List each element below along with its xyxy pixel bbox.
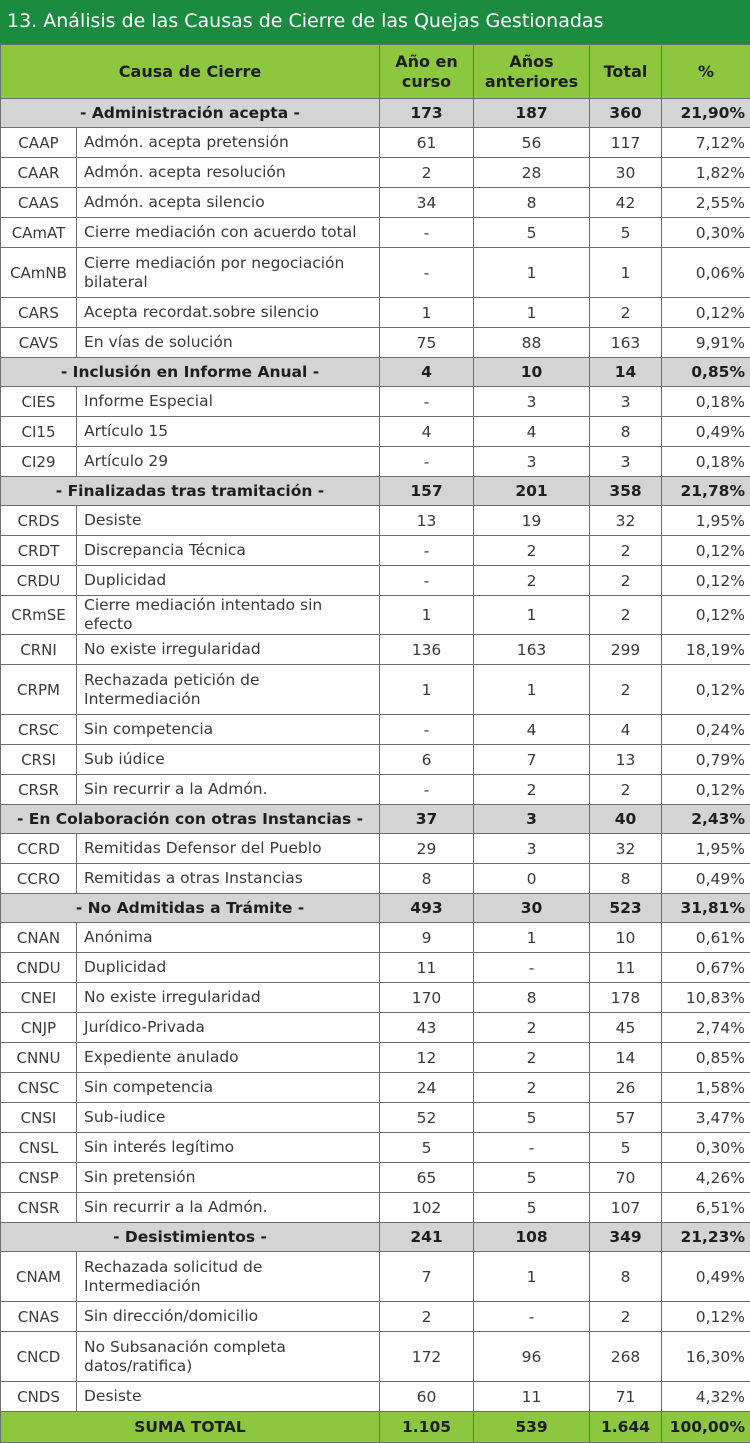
header-pct: % (662, 45, 750, 99)
value-ano-en-curso: 34 (380, 188, 474, 218)
cause-code: CRDS (1, 506, 77, 536)
value-ano-en-curso: 493 (380, 894, 474, 923)
value-total: 268 (590, 1332, 662, 1382)
value-ano-en-curso: 4 (380, 417, 474, 447)
value-anos-anteriores: 1 (474, 665, 590, 715)
cause-code: CNSL (1, 1133, 77, 1163)
cause-description: Discrepancia Técnica (77, 536, 380, 566)
value-anos-anteriores: 1 (474, 248, 590, 298)
value-total: 299 (590, 635, 662, 665)
table-row (1, 864, 750, 894)
cause-code: CRNI (1, 635, 77, 665)
table-row (1, 1133, 750, 1163)
value-ano-en-curso: 6 (380, 745, 474, 775)
cause-description: Admón. acepta resolución (77, 158, 380, 188)
section-label: - En Colaboración con otras Instancias - (1, 805, 380, 834)
total-label: SUMA TOTAL (1, 1412, 380, 1443)
value-anos-anteriores: - (474, 1302, 590, 1332)
value-total: 360 (590, 99, 662, 128)
value-pct: 0,18% (662, 387, 750, 417)
header-anos-anteriores: Años anteriores (474, 45, 590, 99)
table-row (1, 1043, 750, 1073)
value-pct: 0,12% (662, 665, 750, 715)
value-pct: 4,32% (662, 1382, 750, 1412)
cause-description: Jurídico-Privada (77, 1013, 380, 1043)
value-anos-anteriores: - (474, 953, 590, 983)
value-ano-en-curso: 4 (380, 358, 474, 387)
value-ano-en-curso: 12 (380, 1043, 474, 1073)
value-ano-en-curso: 61 (380, 128, 474, 158)
value-anos-anteriores: 2 (474, 1073, 590, 1103)
value-pct: 0,79% (662, 745, 750, 775)
value-ano-en-curso: 52 (380, 1103, 474, 1133)
value-anos-anteriores: 5 (474, 1103, 590, 1133)
cause-code: CNDS (1, 1382, 77, 1412)
table-row (1, 158, 750, 188)
value-total: 45 (590, 1013, 662, 1043)
value-total: 5 (590, 1133, 662, 1163)
header-total: Total (590, 45, 662, 99)
value-total: 2 (590, 1302, 662, 1332)
value-total: 358 (590, 477, 662, 506)
value-pct: 1,95% (662, 506, 750, 536)
value-anos-anteriores: 8 (474, 188, 590, 218)
table-row (1, 1252, 750, 1302)
cause-description: Admón. acepta silencio (77, 188, 380, 218)
value-anos-anteriores: 1 (474, 1252, 590, 1302)
value-ano-en-curso: 9 (380, 923, 474, 953)
value-ano-en-curso: 1 (380, 596, 474, 635)
cause-code: CARS (1, 298, 77, 328)
value-ano-en-curso: 1 (380, 665, 474, 715)
table-row (1, 834, 750, 864)
value-pct: 0,61% (662, 923, 750, 953)
value-total: 8 (590, 864, 662, 894)
value-ano-en-curso: 157 (380, 477, 474, 506)
value-anos-anteriores: 8 (474, 983, 590, 1013)
value-total: 14 (590, 358, 662, 387)
cause-description: Rechazada solicitud de Intermediación (77, 1252, 380, 1302)
value-pct: 16,30% (662, 1332, 750, 1382)
cause-code: CCRD (1, 834, 77, 864)
table-row (1, 745, 750, 775)
section-label: - No Admitidas a Trámite - (1, 894, 380, 923)
value-anos-anteriores: 3 (474, 834, 590, 864)
closure-causes-table-container (0, 44, 750, 1443)
table-row (1, 1193, 750, 1223)
value-ano-en-curso: 60 (380, 1382, 474, 1412)
value-pct: 0,12% (662, 775, 750, 805)
cause-code: CCRO (1, 864, 77, 894)
value-anos-anteriores: 2 (474, 536, 590, 566)
cause-code: CAmNB (1, 248, 77, 298)
value-anos-anteriores: 28 (474, 158, 590, 188)
value-pct: 3,47% (662, 1103, 750, 1133)
value-ano-en-curso: - (380, 248, 474, 298)
table-row (1, 1103, 750, 1133)
value-pct: 0,30% (662, 218, 750, 248)
table-row (1, 218, 750, 248)
value-pct: 0,49% (662, 864, 750, 894)
section-label: - Desistimientos - (1, 1223, 380, 1252)
value-anos-anteriores: 1 (474, 596, 590, 635)
value-anos-anteriores: 0 (474, 864, 590, 894)
value-total: 57 (590, 1103, 662, 1133)
cause-description: Sin pretensión (77, 1163, 380, 1193)
cause-description: Sin competencia (77, 1073, 380, 1103)
value-ano-en-curso: - (380, 775, 474, 805)
cause-code: CRPM (1, 665, 77, 715)
cause-description: Sin competencia (77, 715, 380, 745)
value-anos-anteriores: 2 (474, 1043, 590, 1073)
cause-code: CNCD (1, 1332, 77, 1382)
value-ano-en-curso: 13 (380, 506, 474, 536)
value-pct: 0,06% (662, 248, 750, 298)
table-title: 13. Análisis de las Causas de Cierre de las Quejas Gestionadas (0, 0, 750, 44)
value-ano-en-curso: 37 (380, 805, 474, 834)
value-pct: 2,43% (662, 805, 750, 834)
section-row (1, 894, 750, 923)
table-row (1, 665, 750, 715)
value-pct: 0,12% (662, 536, 750, 566)
section-row (1, 805, 750, 834)
value-pct: 0,12% (662, 1302, 750, 1332)
table-body (1, 99, 750, 1412)
cause-description: Acepta recordat.sobre silencio (77, 298, 380, 328)
table-row (1, 417, 750, 447)
cause-description: No Subsanación completa datos/ratifica) (77, 1332, 380, 1382)
section-label: - Inclusión en Informe Anual - (1, 358, 380, 387)
value-pct: 1,58% (662, 1073, 750, 1103)
value-total: 1 (590, 248, 662, 298)
value-anos-anteriores: 2 (474, 566, 590, 596)
cause-code: CIES (1, 387, 77, 417)
value-total: 71 (590, 1382, 662, 1412)
table-row (1, 188, 750, 218)
cause-code: CRDT (1, 536, 77, 566)
value-pct: 9,91% (662, 328, 750, 358)
value-total: 70 (590, 1163, 662, 1193)
table-row (1, 596, 750, 635)
section-label: - Administración acepta - (1, 99, 380, 128)
value-total: 4 (590, 715, 662, 745)
value-anos-anteriores: - (474, 1133, 590, 1163)
section-row (1, 99, 750, 128)
value-anos-anteriores: 2 (474, 1013, 590, 1043)
value-pct: 0,85% (662, 1043, 750, 1073)
value-ano-en-curso: - (380, 447, 474, 477)
value-pct: 10,83% (662, 983, 750, 1013)
cause-description: Sub-iudice (77, 1103, 380, 1133)
value-total: 349 (590, 1223, 662, 1252)
value-pct: 18,19% (662, 635, 750, 665)
cause-code: CRSI (1, 745, 77, 775)
value-total: 2 (590, 775, 662, 805)
value-ano-en-curso: 7 (380, 1252, 474, 1302)
value-total: 2 (590, 298, 662, 328)
cause-description: Sin recurrir a la Admón. (77, 1193, 380, 1223)
total-row (1, 1412, 750, 1443)
value-pct: 0,12% (662, 298, 750, 328)
total-anos-anteriores: 539 (474, 1412, 590, 1443)
cause-description: Sin recurrir a la Admón. (77, 775, 380, 805)
value-anos-anteriores: 5 (474, 1193, 590, 1223)
cause-code: CRSR (1, 775, 77, 805)
value-total: 42 (590, 188, 662, 218)
table-row (1, 775, 750, 805)
header-row (1, 45, 750, 99)
cause-description: Desiste (77, 1382, 380, 1412)
value-ano-en-curso: 65 (380, 1163, 474, 1193)
cause-description: Expediente anulado (77, 1043, 380, 1073)
table-row (1, 715, 750, 745)
value-total: 3 (590, 387, 662, 417)
value-ano-en-curso: 8 (380, 864, 474, 894)
header-ano-en-curso: Año en curso (380, 45, 474, 99)
value-total: 8 (590, 1252, 662, 1302)
value-anos-anteriores: 187 (474, 99, 590, 128)
value-ano-en-curso: 170 (380, 983, 474, 1013)
value-pct: 0,18% (662, 447, 750, 477)
cause-code: CNAM (1, 1252, 77, 1302)
cause-code: CAVS (1, 328, 77, 358)
value-anos-anteriores: 10 (474, 358, 590, 387)
value-ano-en-curso: 5 (380, 1133, 474, 1163)
cause-description: Admón. acepta pretensión (77, 128, 380, 158)
value-total: 163 (590, 328, 662, 358)
value-ano-en-curso: - (380, 566, 474, 596)
value-anos-anteriores: 4 (474, 715, 590, 745)
cause-description: Sub iúdice (77, 745, 380, 775)
cause-description: Cierre mediación por negociación bilateral (77, 248, 380, 298)
value-anos-anteriores: 19 (474, 506, 590, 536)
value-anos-anteriores: 3 (474, 387, 590, 417)
value-anos-anteriores: 3 (474, 447, 590, 477)
cause-code: CAAR (1, 158, 77, 188)
cause-description: Informe Especial (77, 387, 380, 417)
value-ano-en-curso: 11 (380, 953, 474, 983)
value-pct: 1,95% (662, 834, 750, 864)
cause-code: CNSR (1, 1193, 77, 1223)
value-ano-en-curso: 43 (380, 1013, 474, 1043)
value-total: 8 (590, 417, 662, 447)
value-total: 2 (590, 566, 662, 596)
value-pct: 0,24% (662, 715, 750, 745)
table-row (1, 1302, 750, 1332)
value-pct: 21,78% (662, 477, 750, 506)
table-row (1, 387, 750, 417)
cause-code: CI29 (1, 447, 77, 477)
value-pct: 21,90% (662, 99, 750, 128)
value-total: 10 (590, 923, 662, 953)
cause-description: Desiste (77, 506, 380, 536)
value-pct: 0,30% (662, 1133, 750, 1163)
cause-description: No existe irregularidad (77, 635, 380, 665)
value-anos-anteriores: 5 (474, 218, 590, 248)
table-row (1, 983, 750, 1013)
value-pct: 0,12% (662, 566, 750, 596)
value-anos-anteriores: 163 (474, 635, 590, 665)
value-total: 523 (590, 894, 662, 923)
value-pct: 2,74% (662, 1013, 750, 1043)
cause-code: CNSI (1, 1103, 77, 1133)
cause-code: CNNU (1, 1043, 77, 1073)
value-total: 26 (590, 1073, 662, 1103)
closure-causes-table (0, 44, 750, 1443)
value-pct: 2,55% (662, 188, 750, 218)
value-ano-en-curso: 136 (380, 635, 474, 665)
cause-code: CNEI (1, 983, 77, 1013)
value-total: 32 (590, 506, 662, 536)
value-total: 13 (590, 745, 662, 775)
cause-code: CNAS (1, 1302, 77, 1332)
cause-code: CNJP (1, 1013, 77, 1043)
value-anos-anteriores: 11 (474, 1382, 590, 1412)
value-anos-anteriores: 7 (474, 745, 590, 775)
table-row (1, 328, 750, 358)
cause-description: Cierre mediación con acuerdo total (77, 218, 380, 248)
value-pct: 1,82% (662, 158, 750, 188)
value-ano-en-curso: - (380, 387, 474, 417)
value-ano-en-curso: 241 (380, 1223, 474, 1252)
value-anos-anteriores: 1 (474, 923, 590, 953)
section-row (1, 477, 750, 506)
value-anos-anteriores: 1 (474, 298, 590, 328)
cause-code: CI15 (1, 417, 77, 447)
value-pct: 0,49% (662, 417, 750, 447)
value-pct: 6,51% (662, 1193, 750, 1223)
value-total: 14 (590, 1043, 662, 1073)
cause-description: Sin dirección/domicilio (77, 1302, 380, 1332)
value-ano-en-curso: 29 (380, 834, 474, 864)
table-row (1, 1382, 750, 1412)
value-total: 2 (590, 596, 662, 635)
cause-code: CNDU (1, 953, 77, 983)
value-ano-en-curso: 2 (380, 1302, 474, 1332)
value-pct: 0,12% (662, 596, 750, 635)
cause-description: No existe irregularidad (77, 983, 380, 1013)
value-ano-en-curso: 173 (380, 99, 474, 128)
value-pct: 0,67% (662, 953, 750, 983)
table-row (1, 566, 750, 596)
cause-description: Cierre mediación intentado sin efecto (77, 596, 380, 635)
table-row (1, 1332, 750, 1382)
value-anos-anteriores: 88 (474, 328, 590, 358)
total-ano-en-curso: 1.105 (380, 1412, 474, 1443)
table-row (1, 447, 750, 477)
total-total: 1.644 (590, 1412, 662, 1443)
value-pct: 0,85% (662, 358, 750, 387)
cause-description: Rechazada petición de Intermediación (77, 665, 380, 715)
table-row (1, 248, 750, 298)
value-ano-en-curso: 102 (380, 1193, 474, 1223)
value-pct: 7,12% (662, 128, 750, 158)
cause-description: En vías de solución (77, 328, 380, 358)
cause-code: CRmSE (1, 596, 77, 635)
table-row (1, 1073, 750, 1103)
value-anos-anteriores: 108 (474, 1223, 590, 1252)
table-row (1, 128, 750, 158)
value-anos-anteriores: 56 (474, 128, 590, 158)
value-total: 178 (590, 983, 662, 1013)
value-total: 3 (590, 447, 662, 477)
value-ano-en-curso: 172 (380, 1332, 474, 1382)
value-total: 2 (590, 665, 662, 715)
table-row (1, 953, 750, 983)
value-anos-anteriores: 201 (474, 477, 590, 506)
value-total: 32 (590, 834, 662, 864)
table-row (1, 1163, 750, 1193)
table-row (1, 923, 750, 953)
value-ano-en-curso: - (380, 715, 474, 745)
table-row (1, 1013, 750, 1043)
value-pct: 31,81% (662, 894, 750, 923)
section-row (1, 358, 750, 387)
cause-code: CNSP (1, 1163, 77, 1193)
value-pct: 21,23% (662, 1223, 750, 1252)
cause-description: Remitidas a otras Instancias (77, 864, 380, 894)
value-ano-en-curso: - (380, 218, 474, 248)
value-total: 30 (590, 158, 662, 188)
cause-description: Duplicidad (77, 566, 380, 596)
cause-code: CRSC (1, 715, 77, 745)
section-row (1, 1223, 750, 1252)
value-total: 107 (590, 1193, 662, 1223)
value-total: 2 (590, 536, 662, 566)
value-anos-anteriores: 4 (474, 417, 590, 447)
cause-code: CAAP (1, 128, 77, 158)
cause-code: CAAS (1, 188, 77, 218)
value-anos-anteriores: 2 (474, 775, 590, 805)
cause-description: Remitidas Defensor del Pueblo (77, 834, 380, 864)
value-anos-anteriores: 96 (474, 1332, 590, 1382)
value-total: 11 (590, 953, 662, 983)
value-anos-anteriores: 30 (474, 894, 590, 923)
cause-description: Artículo 29 (77, 447, 380, 477)
cause-description: Anónima (77, 923, 380, 953)
value-ano-en-curso: - (380, 536, 474, 566)
table-row (1, 536, 750, 566)
cause-description: Sin interés legítimo (77, 1133, 380, 1163)
cause-code: CNSC (1, 1073, 77, 1103)
cause-code: CRDU (1, 566, 77, 596)
value-ano-en-curso: 75 (380, 328, 474, 358)
value-ano-en-curso: 24 (380, 1073, 474, 1103)
cause-code: CNAN (1, 923, 77, 953)
value-pct: 0,49% (662, 1252, 750, 1302)
cause-description: Artículo 15 (77, 417, 380, 447)
total-pct: 100,00% (662, 1412, 750, 1443)
table-row (1, 298, 750, 328)
value-total: 5 (590, 218, 662, 248)
table-row (1, 635, 750, 665)
value-anos-anteriores: 3 (474, 805, 590, 834)
cause-code: CAmAT (1, 218, 77, 248)
value-anos-anteriores: 5 (474, 1163, 590, 1193)
value-ano-en-curso: 1 (380, 298, 474, 328)
value-pct: 4,26% (662, 1163, 750, 1193)
value-total: 40 (590, 805, 662, 834)
table-row (1, 506, 750, 536)
value-ano-en-curso: 2 (380, 158, 474, 188)
cause-description: Duplicidad (77, 953, 380, 983)
value-total: 117 (590, 128, 662, 158)
header-causa: Causa de Cierre (1, 45, 380, 99)
section-label: - Finalizadas tras tramitación - (1, 477, 380, 506)
